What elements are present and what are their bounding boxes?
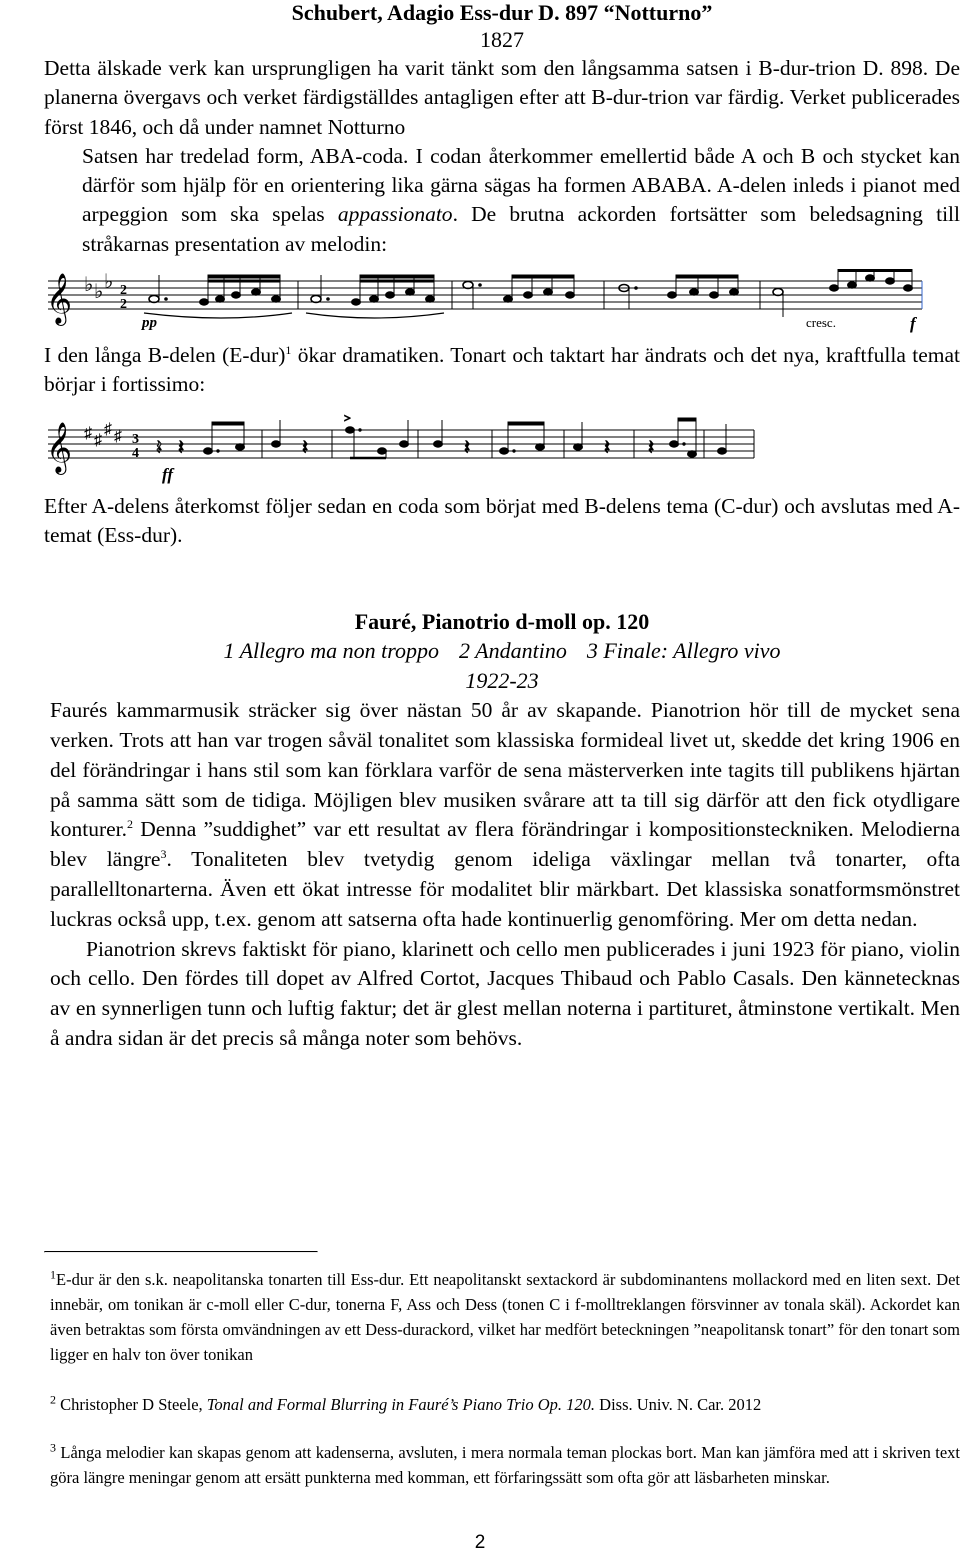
page-body [44,0,960,1054]
svg-text:𝄽: 𝄽 [648,436,655,459]
movement-2: 2 Andantino [459,638,567,664]
faure-movements [44,636,960,666]
sharp-sign-icon: ♯ [84,424,92,442]
schubert-paragraph-1: Detta älskade verk kan ursprungligen ha varit tänkt som den långsamma satsen i B-dur-trion D. 898. De planerna övergavs och verket färdigställdes antagligen efter att B-dur-trion var färdig. Verket publicerades först 1846, och då under namnet Notturno [44,56,960,139]
svg-text:𝄽: 𝄽 [178,436,185,459]
flat-sign-icon: ♭ [84,274,94,297]
sharp-sign-icon: ♯ [94,431,102,449]
treble-clef-icon: 𝄞 [46,422,73,472]
time-signature: 2 [120,297,127,313]
movement-1: 1 Allegro ma non troppo [223,638,440,664]
flat-sign-icon: ♭ [94,281,104,304]
svg-text:𝄽: 𝄽 [604,436,611,459]
page-number: 2 [474,1532,486,1553]
dynamic-ff: ff [162,464,174,484]
svg-text:𝄽: 𝄽 [156,436,163,459]
sharp-sign-icon: ♯ [104,420,112,438]
footnote-divider [44,1251,318,1253]
flat-sign-icon: ♭ [104,271,114,294]
schubert-paragraph-4: Efter A-delens återkomst följer sedan en coda som börjat med B-delens tema (C-dur) och avslutas med A-temat (Ess-dur). [44,493,960,547]
dynamic-cresc: cresc. [806,315,836,331]
footnote-2: $^2$ Christopher D Steele, Tonal and Formal Blurring in Fauré’s Piano Trio Op. 120. Diss. Univ. N. Car. 2012 [50,1392,762,1414]
dynamic-pp: pp [142,315,157,332]
schubert-paragraph-3: I den långa B-delen $(E-dur)^1$ ökar dramatiken. Tonart och taktart har ändrats och det nya, kraftfulla temat börjar i fortissimo: [44,342,960,397]
schubert-year: 1827 [480,27,524,52]
movement-3: 3 Finale: Allegro vivo [586,638,781,664]
schubert-title: Schubert, Adagio Ess-dur D. 897 “Notturno” [291,0,713,25]
score-excerpt-a-theme [44,269,934,335]
faure-paragraph-2: Pianotrion skrevs faktiskt för piano, klarinett och cello men publicerades i juni 1923 för piano, violin och cello. Den fördes till dopet av Alfred Cortot, Jacques Thibaud och Pablo Casals. Den kännetecknas av en synnerligen tunn och luftig faktur; det är glest mellan noterna i partituret, åtminstone vertikalt. Men å andra sidan är det precis så många noter som behövs. [50,936,960,1051]
treble-clef-icon: 𝄞 [46,274,73,324]
footnote-1: $^1$E-dur är den s.k. neapolitanska tonarten till Ess-dur. Ett neapolitanskt sextackord är subdominantens mollackord med en liten sext. Det innebär, om tonikan är c-moll eller C-dur, tonerna F, Ass och Dess (tonen C i f-molltreklangen försvinner av tonala skäl). Ackordet kan även betraktas som första omvändningen av ett Dess-durackord, vilket har medfört beteckningen ”neapolitansk tonart” för den tonart som ligger en halv ton över tonikan [50,1267,960,1364]
footnote-3: $^3$ Långa melodier kan skapas genom att kadenserna, avsluten, i mera normala teman plockas bort. Man kan jämföra med att i skriven text göra längre meningar genom att ersätt punkterna med komman, ett förfaringssätt som ofta gör att läsbarheten minskar. [50,1440,960,1487]
schubert-paragraph-2: Satsen har tredelad form, ABA-coda. I codan återkommer emellertid både A och B och stycket kan därför som hjälp för en orientering lika gärna sägas ha formen ABABA. A-delen inleds i pianot med arpeggion som ska spelas appassionato. De brutna ackorden fortsätter som beledsagning till stråkarnas presentation av melodin: [82,143,960,256]
time-signature: 3 [132,431,139,447]
faure-paragraph-1: Faurés kammarmusik sträcker sig över nästan 50 år av skapande. Pianotrion hör till de mycket sena verken. Trots att han var trogen såväl tonalitet som klassiska formideal livet ut, skedde det kring 1906 en del förändringar i hans stil som kan förklara varför de sena mästerverken inte tagits till publikens hjärtan på samma sätt som de tidiga. Möjligen blev musiken svårare att ta till sig därför att den fick otydligare konturer.$^2$ Denna ”suddighet” var ett resultat av flera förändringar i kompositionsteckniken. Melodierna blev längre$^3$. Tonaliteten blev tvetydig genom ideliga växlingar mellan två tonarter, ofta parallelltonarterna. Även ett ökat intresse för modalitet blir märkbart. Det klassiska sonatformsmönstret luckras också upp, t.ex. genom att satserna ofta hade kontinuerlig genomföring. Mer om detta nedan. [50,698,960,931]
score-excerpt-b-theme [44,410,764,486]
svg-text:>: > [344,410,351,425]
faure-title: Fauré, Pianotrio d-moll op. 120 [354,609,650,635]
svg-text:𝄽: 𝄽 [464,436,471,459]
faure-years: 1922-23 [465,668,539,694]
sharp-sign-icon: ♯ [114,427,122,445]
dynamic-f: f [910,314,916,334]
svg-text:𝄽: 𝄽 [302,436,309,459]
time-signature: 2 [120,283,127,299]
time-signature: 4 [132,445,139,461]
